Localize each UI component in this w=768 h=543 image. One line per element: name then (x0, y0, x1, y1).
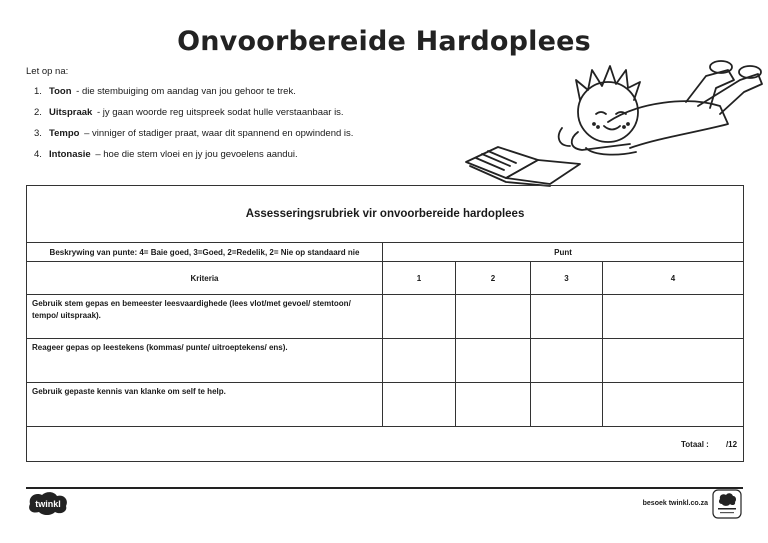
criterion-text: Gebruik stem gepas en bemeester leesvaardighede (lees vlot/met gevoel/ stemtoon/ tempo/ uitspraak). (27, 295, 383, 339)
item-term: Tempo (49, 128, 80, 139)
svg-text:twinkl: twinkl (35, 499, 61, 509)
item-term: Uitspraak (49, 107, 93, 118)
criteria-list (34, 86, 353, 170)
score-cell[interactable] (456, 383, 531, 427)
instruction-heading: Let op na: (26, 66, 69, 77)
item-number: 2. (34, 107, 42, 118)
score-cell[interactable] (531, 295, 603, 339)
item-text: – vinniger of stadiger praat, waar dit spannend en opwindend is. (84, 128, 354, 139)
points-description: Beskrywing van punte: 4= Baie goed, 3=Goed, 2=Redelik, 2= Nie op standaard nie (27, 243, 383, 262)
list-item (34, 128, 353, 149)
list-item (34, 107, 353, 128)
score-cell[interactable] (531, 383, 603, 427)
item-text: - die stembuiging om aandag van jou gehoor te trek. (76, 86, 296, 97)
item-term: Intonasie (49, 149, 91, 160)
score-header: 4 (603, 262, 744, 295)
page-title: Onvoorbereide Hardoplees (177, 26, 591, 57)
table-row (27, 383, 744, 427)
score-cell[interactable] (603, 383, 744, 427)
criterion-text: Reageer gepas op leestekens (kommas/ punte/ uitroeptekens/ ens). (27, 339, 383, 383)
score-header: 1 (383, 262, 456, 295)
footer-divider (26, 487, 743, 489)
score-cell[interactable] (383, 339, 456, 383)
score-cell[interactable] (603, 295, 744, 339)
total-label: Totaal : (680, 439, 709, 449)
points-header: Punt (383, 243, 744, 262)
website-link[interactable]: besoek twinkl.co.za (642, 500, 708, 507)
list-item (34, 149, 353, 170)
score-header: 2 (456, 262, 531, 295)
criterion-text: Gebruik gepaste kennis van klanke om self te help. (27, 383, 383, 427)
score-cell[interactable] (383, 383, 456, 427)
total-score: /12 (725, 439, 738, 449)
item-number: 3. (34, 128, 42, 139)
score-cell[interactable] (383, 295, 456, 339)
twinkl-logo (26, 490, 70, 516)
item-number: 4. (34, 149, 42, 160)
item-text: - jy gaan woorde reg uitspreek sodat hulle verstaanbaar is. (96, 107, 344, 118)
score-cell[interactable] (531, 339, 603, 383)
item-text: – hoe die stem vloei en jy jou gevoelens aandui. (95, 149, 298, 160)
criteria-header: Kriteria (27, 262, 383, 295)
assessment-rubric (26, 185, 744, 462)
total-row (27, 427, 744, 462)
score-header: 3 (531, 262, 603, 295)
score-cell[interactable] (456, 339, 531, 383)
table-row (27, 295, 744, 339)
list-item (34, 86, 353, 107)
score-cell[interactable] (456, 295, 531, 339)
quality-badge-icon (712, 489, 742, 519)
boy-reading-illustration (458, 52, 768, 188)
rubric-caption: Assesseringsrubriek vir onvoorbereide hardoplees (27, 186, 744, 243)
item-number: 1. (34, 86, 42, 97)
table-row (27, 339, 744, 383)
score-cell[interactable] (603, 339, 744, 383)
item-term: Toon (49, 86, 72, 97)
